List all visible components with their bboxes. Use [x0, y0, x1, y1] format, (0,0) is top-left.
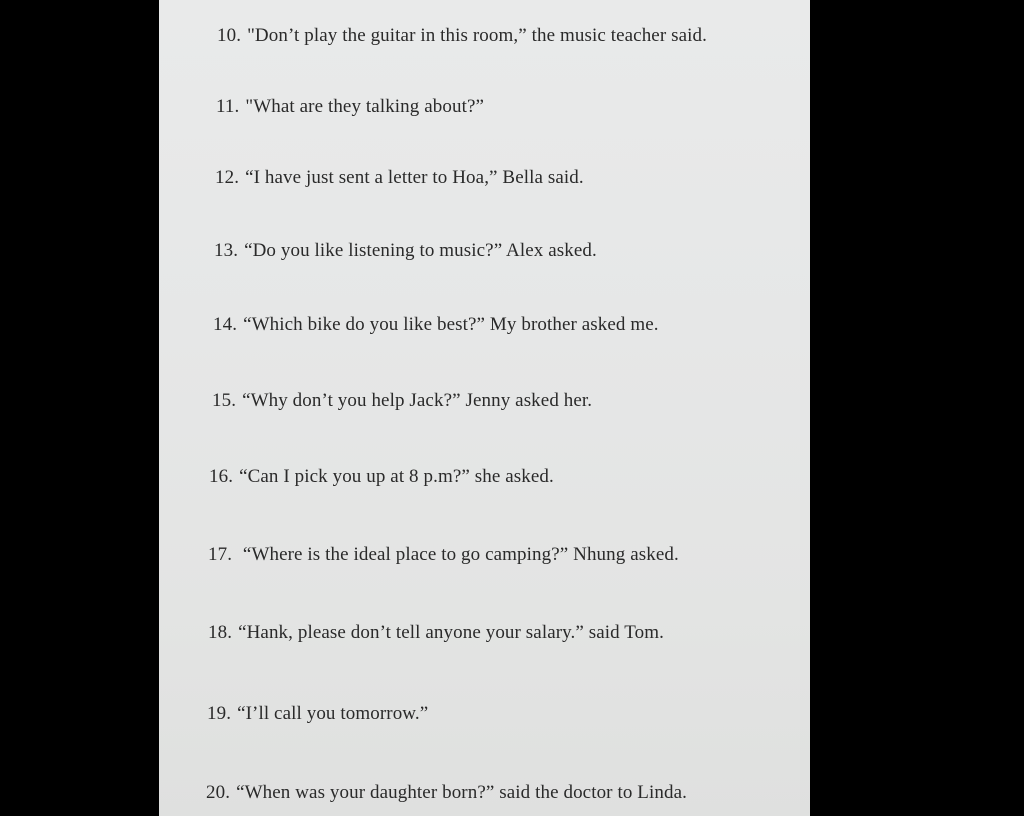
item-text: “I’ll call you tomorrow.” — [237, 703, 429, 724]
exercise-item-15 — [212, 390, 592, 412]
exercise-item-12 — [215, 167, 584, 189]
item-text: “Which bike do you like best?” My brother asked me. — [243, 314, 659, 335]
item-number: 17. — [208, 544, 233, 565]
item-number: 12. — [215, 167, 240, 188]
exercise-item-14 — [213, 314, 659, 336]
item-text: "Don’t play the guitar in this room,” the music teacher said. — [247, 25, 707, 46]
item-text: "What are they talking about?” — [245, 96, 485, 117]
item-number: 20. — [206, 782, 231, 803]
item-number: 18. — [208, 622, 233, 643]
item-number: 19. — [207, 703, 232, 724]
item-text: “Can I pick you up at 8 p.m?” she asked. — [239, 466, 554, 487]
item-text: “Do you like listening to music?” Alex asked. — [244, 240, 597, 261]
exercise-item-11 — [216, 96, 484, 118]
exercise-item-20 — [206, 782, 687, 804]
item-number: 15. — [212, 390, 237, 411]
item-number: 11. — [216, 96, 240, 117]
worksheet-page — [159, 0, 810, 816]
exercise-item-10 — [217, 25, 707, 47]
exercise-item-16 — [209, 466, 554, 488]
item-text: “I have just sent a letter to Hoa,” Bella said. — [245, 167, 584, 188]
exercise-item-18 — [208, 622, 664, 644]
item-text: “Where is the ideal place to go camping?” Nhung asked. — [238, 544, 679, 565]
item-number: 16. — [209, 466, 234, 487]
exercise-item-13 — [214, 240, 597, 262]
item-text: “When was your daughter born?” said the doctor to Linda. — [236, 782, 687, 803]
item-text: “Hank, please don’t tell anyone your salary.” said Tom. — [238, 622, 664, 643]
exercise-item-19 — [207, 703, 428, 725]
item-text: “Why don’t you help Jack?” Jenny asked her. — [242, 390, 593, 411]
exercise-item-17 — [208, 544, 679, 566]
item-number: 14. — [213, 314, 238, 335]
item-number: 13. — [214, 240, 239, 261]
item-number: 10. — [217, 25, 242, 46]
